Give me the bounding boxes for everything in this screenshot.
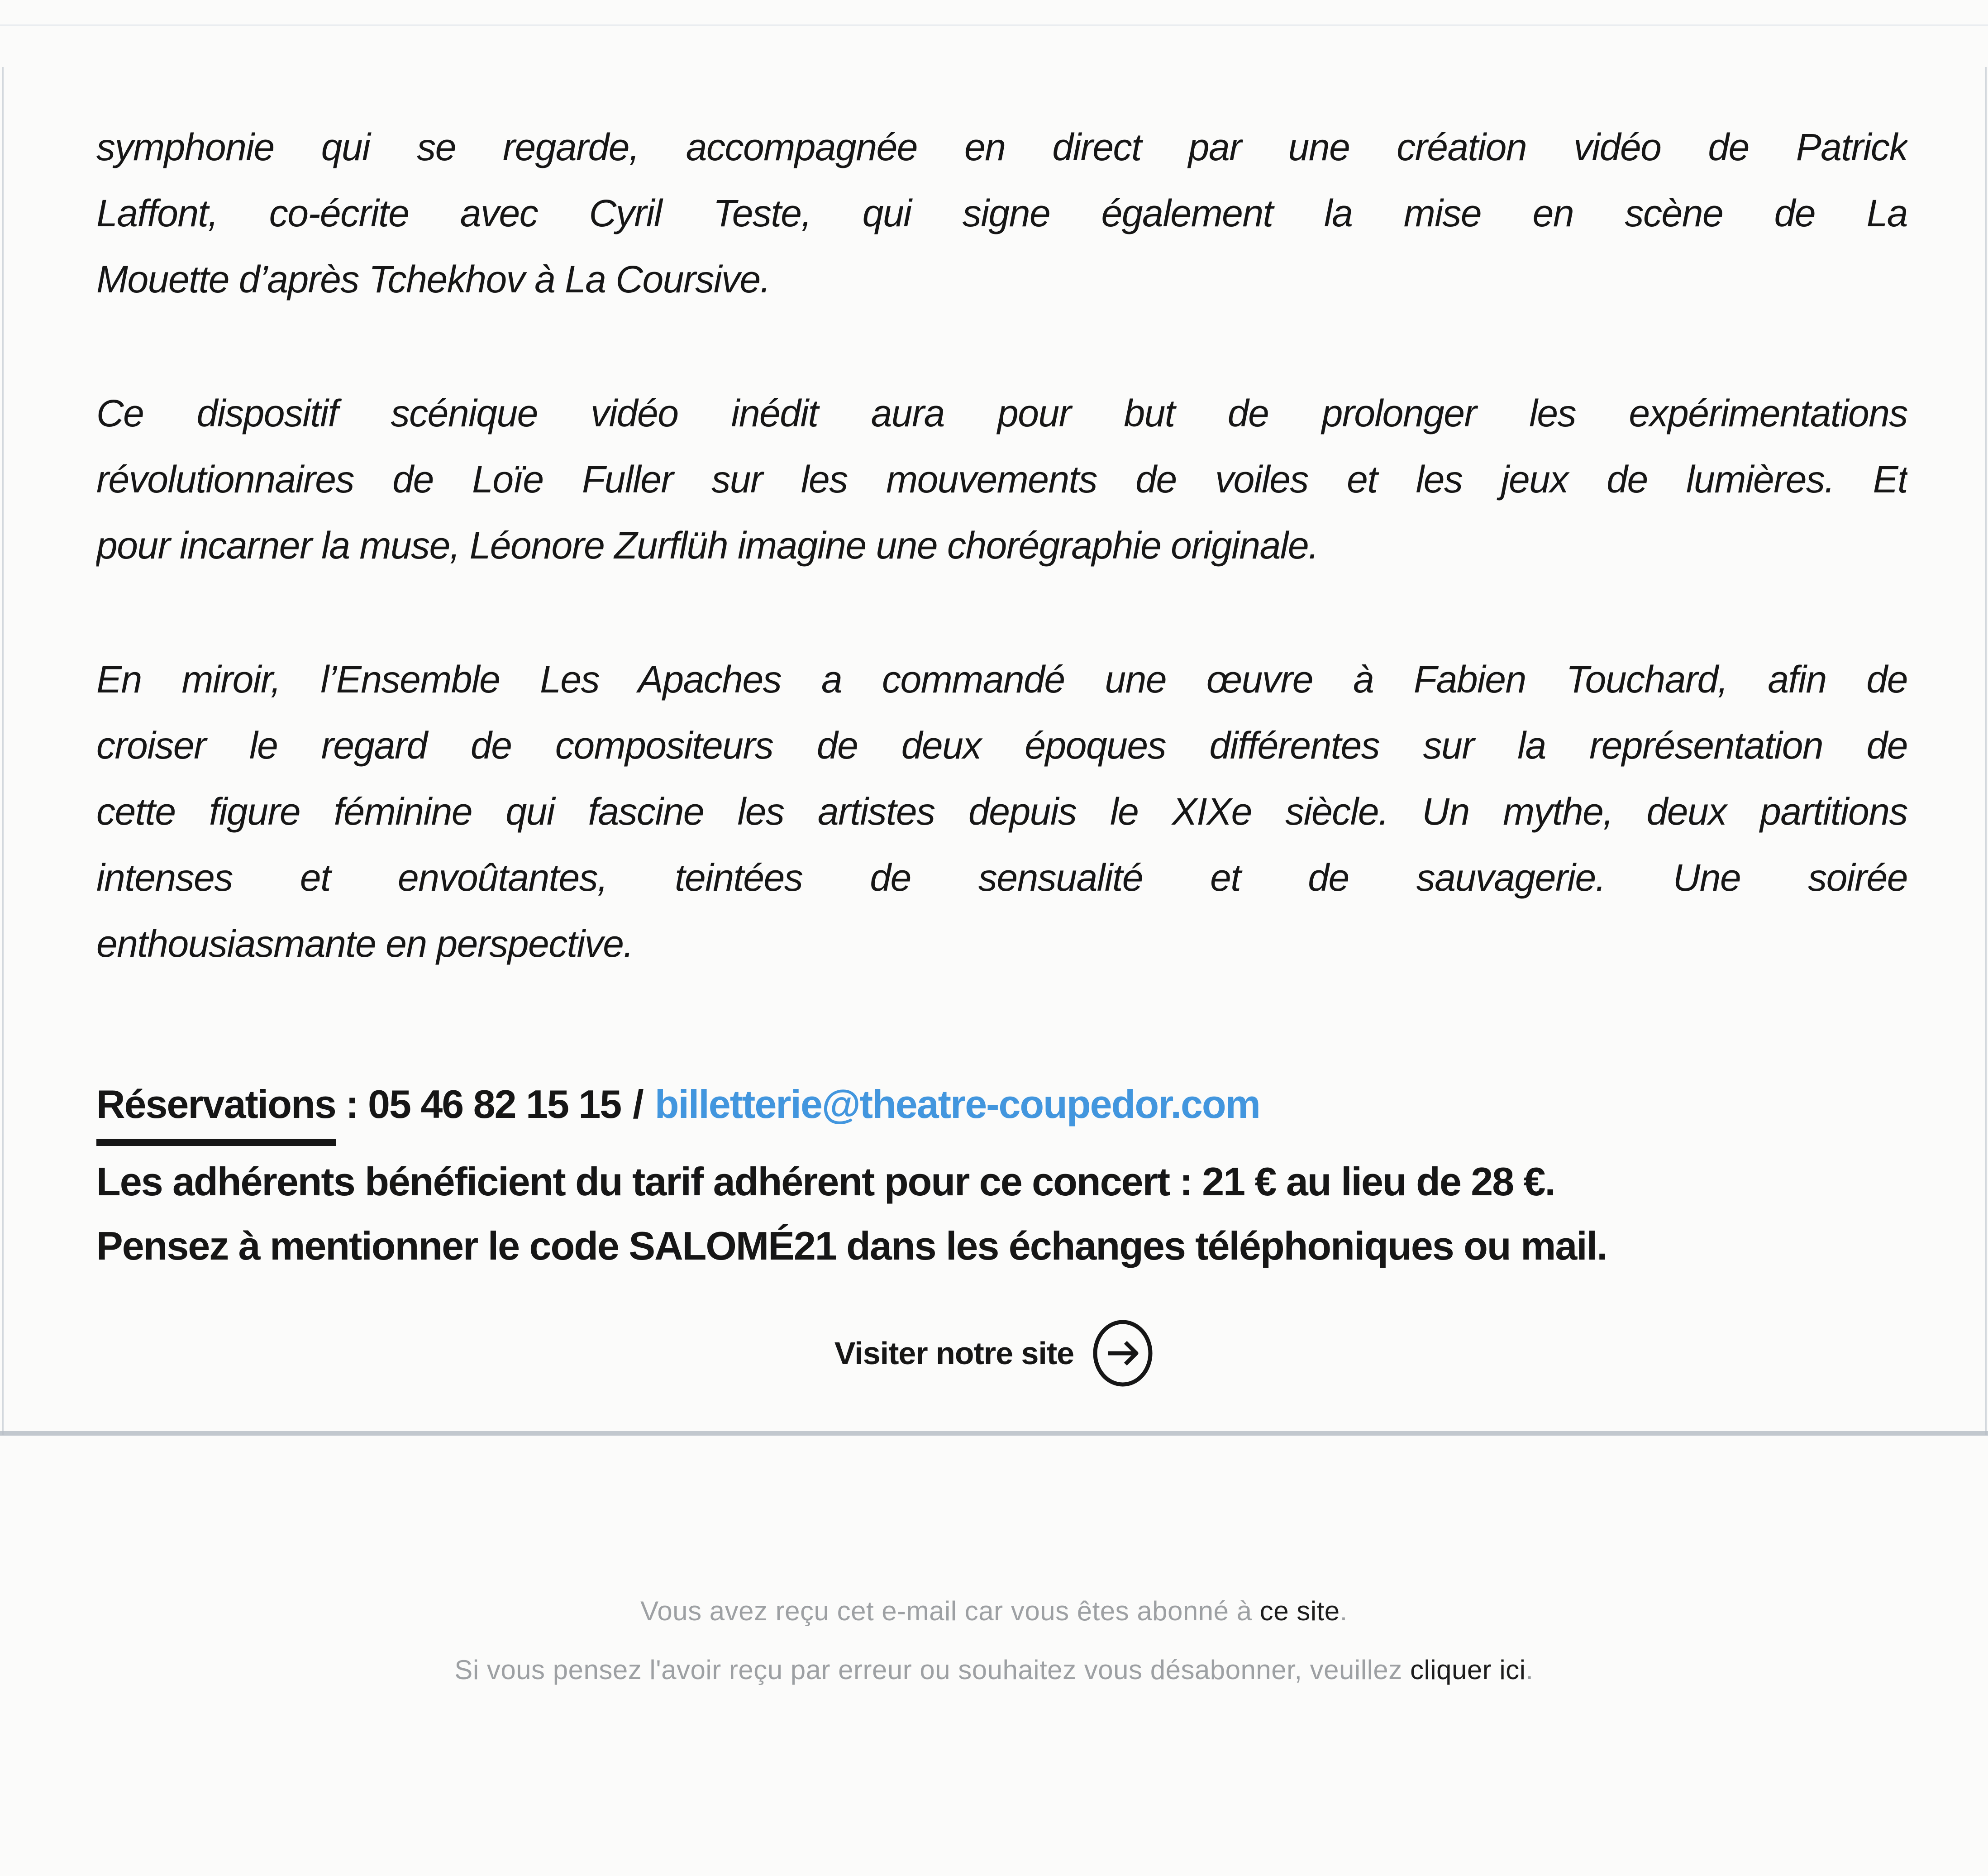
slash-separator: / [633,1082,643,1127]
paragraph [96,646,1907,977]
phone-number: 05 46 82 15 15 [368,1082,621,1127]
content-box-border-right [1985,67,1987,1435]
pricing-line-1: Les adhérents bénéficient du tarif adhérent pour ce concert : 21 € au lieu de 28 €. [96,1159,1555,1204]
footer-line-2 [0,1641,1988,1699]
footer-line-1-period: . [1340,1596,1348,1626]
visit-site-button[interactable] [834,1319,1154,1387]
ce-site-link[interactable]: ce site [1259,1596,1340,1626]
paragraph-line: pour incarner la muse, Léonore Zurflüh imagine une chorégraphie originale. [96,524,1319,567]
paragraph-line: intenses et envoûtantes, teintées de sensualité et de sauvagerie. Une soirée [96,856,1907,899]
paragraph [96,380,1907,578]
pricing-line-2: Pensez à mentionner le code SALOMÉ21 dans les échanges téléphoniques ou mail. [96,1223,1607,1268]
paragraph-line: révolutionnaires de Loïe Fuller sur les mouvements de voiles et les jeux de lumières. Et [96,458,1907,501]
cliquer-ici-link[interactable]: cliquer ici [1410,1655,1526,1685]
paragraph [96,114,1907,312]
paragraph-line: croiser le regard de compositeurs de deux époques différentes sur la représentation de [96,724,1907,767]
paragraph-line: cette figure féminine qui fascine les artistes depuis le XIXe siècle. Un mythe, deux partitions [96,790,1907,833]
footer [0,1582,1988,1699]
arrow-right-circle-icon [1092,1319,1154,1387]
footer-line-1 [0,1582,1988,1641]
footer-line-1-text: Vous avez reçu cet e-mail car vous êtes abonné à [640,1596,1260,1626]
pricing-lines [96,1150,1961,1278]
paragraphs [96,114,1907,1045]
paragraph-line: enthousiasmante en perspective. [96,922,634,965]
email-link[interactable]: billetterie@theatre-coupedor.com [654,1082,1260,1127]
paragraph-line: Mouette d’après Tchekhov à La Coursive. [96,258,770,301]
footer-line-2-period: . [1526,1655,1534,1685]
visit-site-row [0,1319,1988,1387]
reservations-line [96,1077,1961,1146]
footer-line-2-text: Si vous pensez l'avoir reçu par erreur ou souhaitez vous désabonner, veuillez [454,1655,1410,1685]
paragraph-line: Laffont, co-écrite avec Cyril Teste, qui signe également la mise en scène de La [96,192,1907,234]
paragraph-line: Ce dispositif scénique vidéo inédit aura pour but de prolonger les expérimentations [96,392,1907,434]
colon-separator: : [345,1082,358,1127]
content-box-border-left [2,67,4,1435]
paragraph-line: En miroir, l’Ensemble Les Apaches a commandé une œuvre à Fabien Touchard, afin de [96,658,1907,701]
content-box-border-top [0,24,1988,26]
reservations-label: Réservations [96,1077,336,1146]
visit-site-label: Visiter notre site [834,1336,1074,1371]
content-box-border-bottom [0,1431,1988,1436]
paragraph-line: symphonie qui se regarde, accompagnée en direct par une création vidéo de Patrick [96,126,1907,168]
